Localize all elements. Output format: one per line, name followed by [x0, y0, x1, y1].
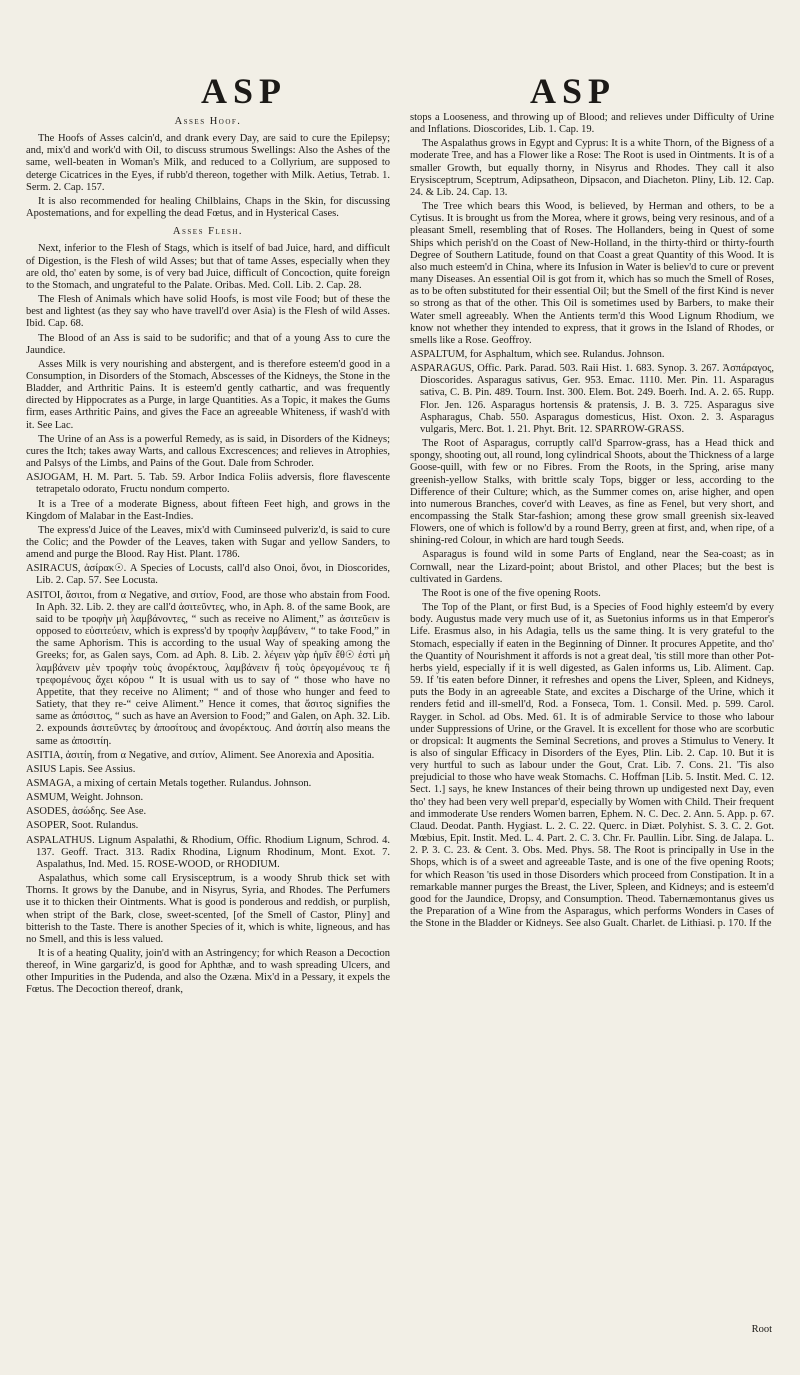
catchword: Root [751, 1324, 772, 1335]
paragraph: Asparagus is found wild in some Parts of England, near the Sea-coast; as in Cornwall, near the Lizard-point; about Bristol, and other Places; but the best is cultivated in Gardens. [410, 549, 774, 585]
paragraph: The Top of the Plant, or first Bud, is a Species of Food highly esteem'd by every body. Augustus made very much use of it, as Suetonius informs us in that Emperor's Life. Erasmus also, in his Adagia, tells us the same thing. It is very grateful to the Stomach, especially if eaten in the Beginning of Dinner. It procures Appetite, and tho' the Quantity of Nourishment it affords is not a great deal, 'tis still more than other Pot-herbs yield, especially if it is well digested, as Galen informs us, Lib. Aliment. Cap. 59. If 'tis eaten before Dinner, it refreshes and opens the Liver, Spleen, and Kidneys, puts the Body in an agreeable State, and excites a Discharge of the Urine, which it renders fetid and ill-smell'd, Rod. a Fonseca, Tom. 1. Consil. Med. p. 599. Carol. Rayger. in Schol. ad Obs. Med. 61. It is of admirable Service to those who labour under Suppressions of Urine, or the Gravel. It is excellent for those who are scorbutic or dropsical: It augments the Seminal Secretions, and proves a Stimulus to Venery. It is also of singular Efficacy in Disorders of the Eyes, Plin. Lib. 2. Cap. 10. But it is very hurtful to such as labour under the Gout, Crat. Lib. 7. Cons. 21. 'Tis also prejudicial to those who have weak Stomachs. C. Hoffman [Lib. 5. Instit. Med. C. 12. Sect. 1.] says, he knew Instances of their being thrown up undigested next Day, even tho' they had been very well prepar'd, especially by Women with Child. Their frequent and immoderate Use renders Women barren, Ephem. N. C. Dec. 2. Ann. 5. App. p. 67. Claud. Deodat. Panth. Hygiast. L. 2. C. 22. Querc. in Diæt. Polyhist. S. 3. C. 2. Got. Mœbius, Epit. Instit. Med. L. 4. Part. 2. C. 3. Chr. Fr. Paullin. Libr. Sing. de Jalapa. L. 2. P. 3. C. 23. & Cent. 3. Obs. Med. Phys. 58. The Root is principally in Use in the Shops, which is of a sweet and agreeable Taste, and is one of the five opening Roots; for which Reason 'tis used in those Disorders which proceed from Constipation. It in a remarkable manner purges the Breast, the Liver, Spleen, and Kidneys; and is esteem'd good for the Jaundice, Dropsy, and Consumption. Theod. Tabernæmontanus gives us the Preparation of a Wine from the Asparagus, which performs Wonders in Cases of the Stone in the Bladder or Kidneys. See also Gualt. Charlet. de Lithiasi. p. 170. If the [410, 602, 774, 930]
dictionary-entry: ASIRACUS, ἀσίρακ☉. A Species of Locusts, call'd also Onoi, ὄνοι, in Dioscorides, Lib. 2. Cap. 57. See Locusta. [26, 563, 390, 587]
paragraph: It is of a heating Quality, join'd with an Astringency; for which Reason a Decoction thereof, in Wine gargariz'd, is good for Aphthæ, and to wash spreading Ulcers, and other Impurities in the Pudenda, and also the Ozæna. Mix'd in a Pessary, it expels the Fœtus. The Decoction thereof, drank, [26, 948, 390, 996]
paragraph: It is a Tree of a moderate Bigness, about fifteen Feet high, and grows in the Kingdom of Malabar in the East-Indies. [26, 498, 390, 522]
dictionary-entry: ASMUM, Weight. Johnson. [26, 792, 144, 804]
paragraph: stops a Looseness, and throwing up of Blood; and relieves under Difficulty of Urine and Inflations. Dioscorides, Lib. 1. Cap. 19. [410, 112, 774, 136]
dictionary-entry: ASMAGA, a mixing of certain Metals together. Rulandus. Johnson. [26, 777, 312, 789]
paragraph: The Flesh of Animals which have solid Hoofs, is most vile Food; but of these the best and lightest (as they say who have travell'd over Asia) is the Flesh of wild Asses. Ibid. Cap. 68. [26, 294, 390, 330]
paragraph: Next, inferior to the Flesh of Stags, which is itself of bad Juice, hard, and difficult of Digestion, is the Flesh of wild Asses; but that of tame Asses, especially when they are old, tho' eaten by some, is of very bad Juice, difficult of Concoction, quite foreign to the Stomach, and ungrateful to the Palate. Oribas. Med. Coll. Lib. 2. Cap. 28. [26, 243, 390, 291]
paragraph: The Tree which bears this Wood, is believed, by Herman and others, to be a Cytisus. It is brought us from the Morea, where it grows, being very resinous, and of a pleasant Smell, resembling that of Roses. The Hollanders, being in Quest of some Ships which perish'd on the Coast of New-Holland, in the thirty-third or thirty-fourth Degree of Southern Latitude, found on that Coast a great Quantity of this Wood. It is also much esteem'd in China, where its Infusion in Water is believ'd to cure or prevent many Diseases. An essential Oil is got from it, which has so much the Smell of Roses, as to be often substituted for their essential Oil; but the Smell of the first Kind is never so strong as that of the other. This Oil is sometimes used by Barbers, to make their Water smell agreeably. When the Antients term'd this Wood Lignum Rhodium, we know not whether they intended to express, that it grows in the Island of Rhodes, or smells like a Rose. Geoffroy. [410, 201, 774, 346]
paragraph: The Blood of an Ass is said to be sudorific; and that of a young Ass to cure the Jaundice. [26, 332, 390, 356]
running-head-right: ASP [529, 71, 616, 111]
paragraph: Asses Milk is very nourishing and abstergent, and is therefore esteem'd good in a Consumption, in Disorders of the Stomach, Abscesses of the Kidneys, the Stone in the Bladder, and Arthritic Pains. It is esteem'd gently cathartic, and was frequently directed by Hippocrates as a Purge, in large Quantities. As a Topic, it makes the Gums firm, eases Arthritic Pains, and gives the Face an agreeable Whiteness, if wash'd with it. See Lac. [26, 358, 390, 431]
section-heading: Asses Flesh. [172, 226, 244, 238]
dictionary-entry: ASIUS Lapis. See Assius. [26, 763, 136, 775]
running-head-left: ASP [201, 71, 288, 111]
paragraph: The Aspalathus grows in Egypt and Cyprus: It is a white Thorn, of the Bigness of a moderate Tree, and has a Flower like a Rose: The Root is used in Ointments. It is of a smaller Growth, but equally thorny, in Nisyrus and Rhodes. They call it also Erysisceptrum, Sceptrum, Adipsatheon, Dipsacon, and Diacheton. Pliny, Lib. 12. Cap. 24. & Lib. 24. Cap. 13. [410, 138, 774, 198]
paragraph: It is also recommended for healing Chilblains, Chaps in the Skin, for discussing Apostemations, and for expelling the dead Fœtus, and in Hysterical Cases. [26, 195, 390, 220]
paragraph: The Root of Asparagus, corruptly call'd Sparrow-grass, has a Head thick and spongy, shooting out, all round, long cylindrical Shoots, about the Thickness of a large Goose-quill, with few or no Fibres. From the Roots, in the Spring, arise many greenish-yellow Stalks, with brittle scaly Tops, bigger or less, according to the Difference of their Culture; which, as the Summer comes on, arise higher, and open into numerous Branches, cover'd with Leaves, as fine as Fenel, but very short, and encompassing the Stalk Star-fashion; among these grow small greenish six-leaved Flowers, one of which is follow'd by a round Berry, green at first, and, when ripe, of a shining-red Colour, in which are hard tough Seeds. [410, 438, 774, 547]
paragraph: The Hoofs of Asses calcin'd, and drank every Day, are said to cure the Epilepsy; and, mix'd and work'd with Oil, to discuss strumous Swellings: Also the Ashes of the same, well-beaten in Woman's Milk, and reduced to a Collyrium, are supposed to deterge Cicatrices in the Eyes, if rubb'd thereon, together with Milk. Aetius, Tetrab. 1. Serm. 2. Cap. 157. [26, 133, 390, 193]
paragraph: The Root is one of the five opening Roots. [422, 587, 601, 599]
right-column [410, 110, 774, 999]
paragraph: The express'd Juice of the Leaves, mix'd with Cuminseed pulveriz'd, is said to cure the Colic; and the Powder of the Leaves, taken with Sugar and yellow Sanders, to amend and purge the Blood. Ray Hist. Plant. 1786. [26, 524, 390, 561]
dictionary-entry: ASJOGAM, H. M. Part. 5. Tab. 59. Arbor Indica Foliis adversis, flore flavescente tetrapetalo odorato, Fructu nondum comperto. [26, 472, 390, 496]
dictionary-entry: ASPALTUM, for Asphaltum, which see. Rulandus. Johnson. [410, 348, 665, 360]
dictionary-entry: ASPARAGUS, Offic. Park. Parad. 503. Raii Hist. 1. 683. Synop. 3. 267. Ἀσπάραγος, Dioscorides. Asparagus sativus, Ger. 953. Emac. 1110. Mer. Pin. 11. Asparagus sativa, C. B. Pin. 489. Tourn. Inst. 300. Elem. Bot. 249. Boerh. Ind. A. 2. 65. Rupp. Flor. Jen. 126. Asparagus hortensis & pratensis, J. B. 3. 725. Asparagus sive Aspharagus, Chab. 550. Asparagus domesticus, Hist. Oxon. 2. 3. Asparagus vulgaris, Merc. Bot. 1. 21. Phyt. Brit. 12. SPARROW-GRASS. [410, 363, 774, 435]
section-heading: Asses Hoof. [174, 116, 242, 127]
dictionary-entry: ASPALATHUS. Lignum Aspalathi, & Rhodium, Offic. Rhodium Lignum, Schrod. 4. 137. Geoff. Tract. 313. Radix Rhodina, Lignum Rhodinum, Mont. Exot. 7. Aspalathus, Ind. Med. 15. ROSE-WOOD, or RHODIUM. [26, 834, 390, 870]
left-column [26, 110, 390, 999]
paragraph: Aspalathus, which some call Erysisceptrum, is a woody Shrub thick set with Thorns. It grows by the Danube, and in Nisyrus, Syria, and Rhodes. The Perfumers use it to thicken their Ointments. What is good is ponderous and reddish, or purplish, when stript of the Bark, close, sweet-scented, [of the Smell of Castor, Pliny] and bitterish to the Taste. There is another Species of it, which is white, ligneous, and has no Smell, and this is less valued. [26, 873, 390, 945]
dictionary-entry: ASITIA, ἀσιτίη, from α Negative, and σιτίον, Aliment. See Anorexia and Apositia. [26, 749, 375, 761]
dictionary-entry: ASOPER, Soot. Rulandus. [26, 820, 139, 832]
text-columns [26, 110, 774, 999]
running-head [26, 70, 774, 114]
paragraph: The Urine of an Ass is a powerful Remedy, as is said, in Disorders of the Kidneys; cures the Itch; takes away Warts, and callous Excrescences; and relieves in Atrophies, and Palsys of the Limbs, and Pains of the Gout. Dale from Schroder. [26, 433, 390, 470]
dictionary-entry: ASITOI, ἄσιτοι, from α Negative, and σιτίον, Food, are those who abstain from Food. In Aph. 32. Lib. 2. they are call'd ἀσιτεῦντες, who, in Aph. 8. of the same Book, are said to be τροφὴν μὴ λαμβάνοντες, “ such as receive no Aliment,” as ἀσιτεῦειν is opposed to εὐσιτεύειν, which is express'd by τροφὴν λαμβάνειν, “ to take Food,” in the same Aphorism. This is according to the usual Way of speaking among the Greeks; for, as Galen says, Com. ad Aph. 8. Lib. 2. λέγειν γὰρ ἡμῖν ἔθ☉ ἐστὶ μὴ λαμβάνειν μὲν τροφὴν τοὺς ἀνορέκτους, λαμβάνειν ἢ τοὺς ὀρεγομένους τε ἢ τρεφομένους ἄχει κόρου “ It is usual with us to say of “ those who have no Appetite, that they receive no Aliment; “ and of those who hunger and feed to Satiety, that they re-“ ceive Aliment.” Hence it comes, that ἄσιτος signifies the same as ἀπόσιτος, “ such as have an Aversion to Food;” and Galen, on Aph. 32. Lib. 2. expounds ἀσιτεῦντες by ἀποσίτους and ἀνορέκτους. And ἀσιτίη also means the same as ἀποσιτίη. [26, 589, 390, 747]
dictionary-entry: ASODES, ἀσώδης. See Ase. [26, 806, 147, 818]
